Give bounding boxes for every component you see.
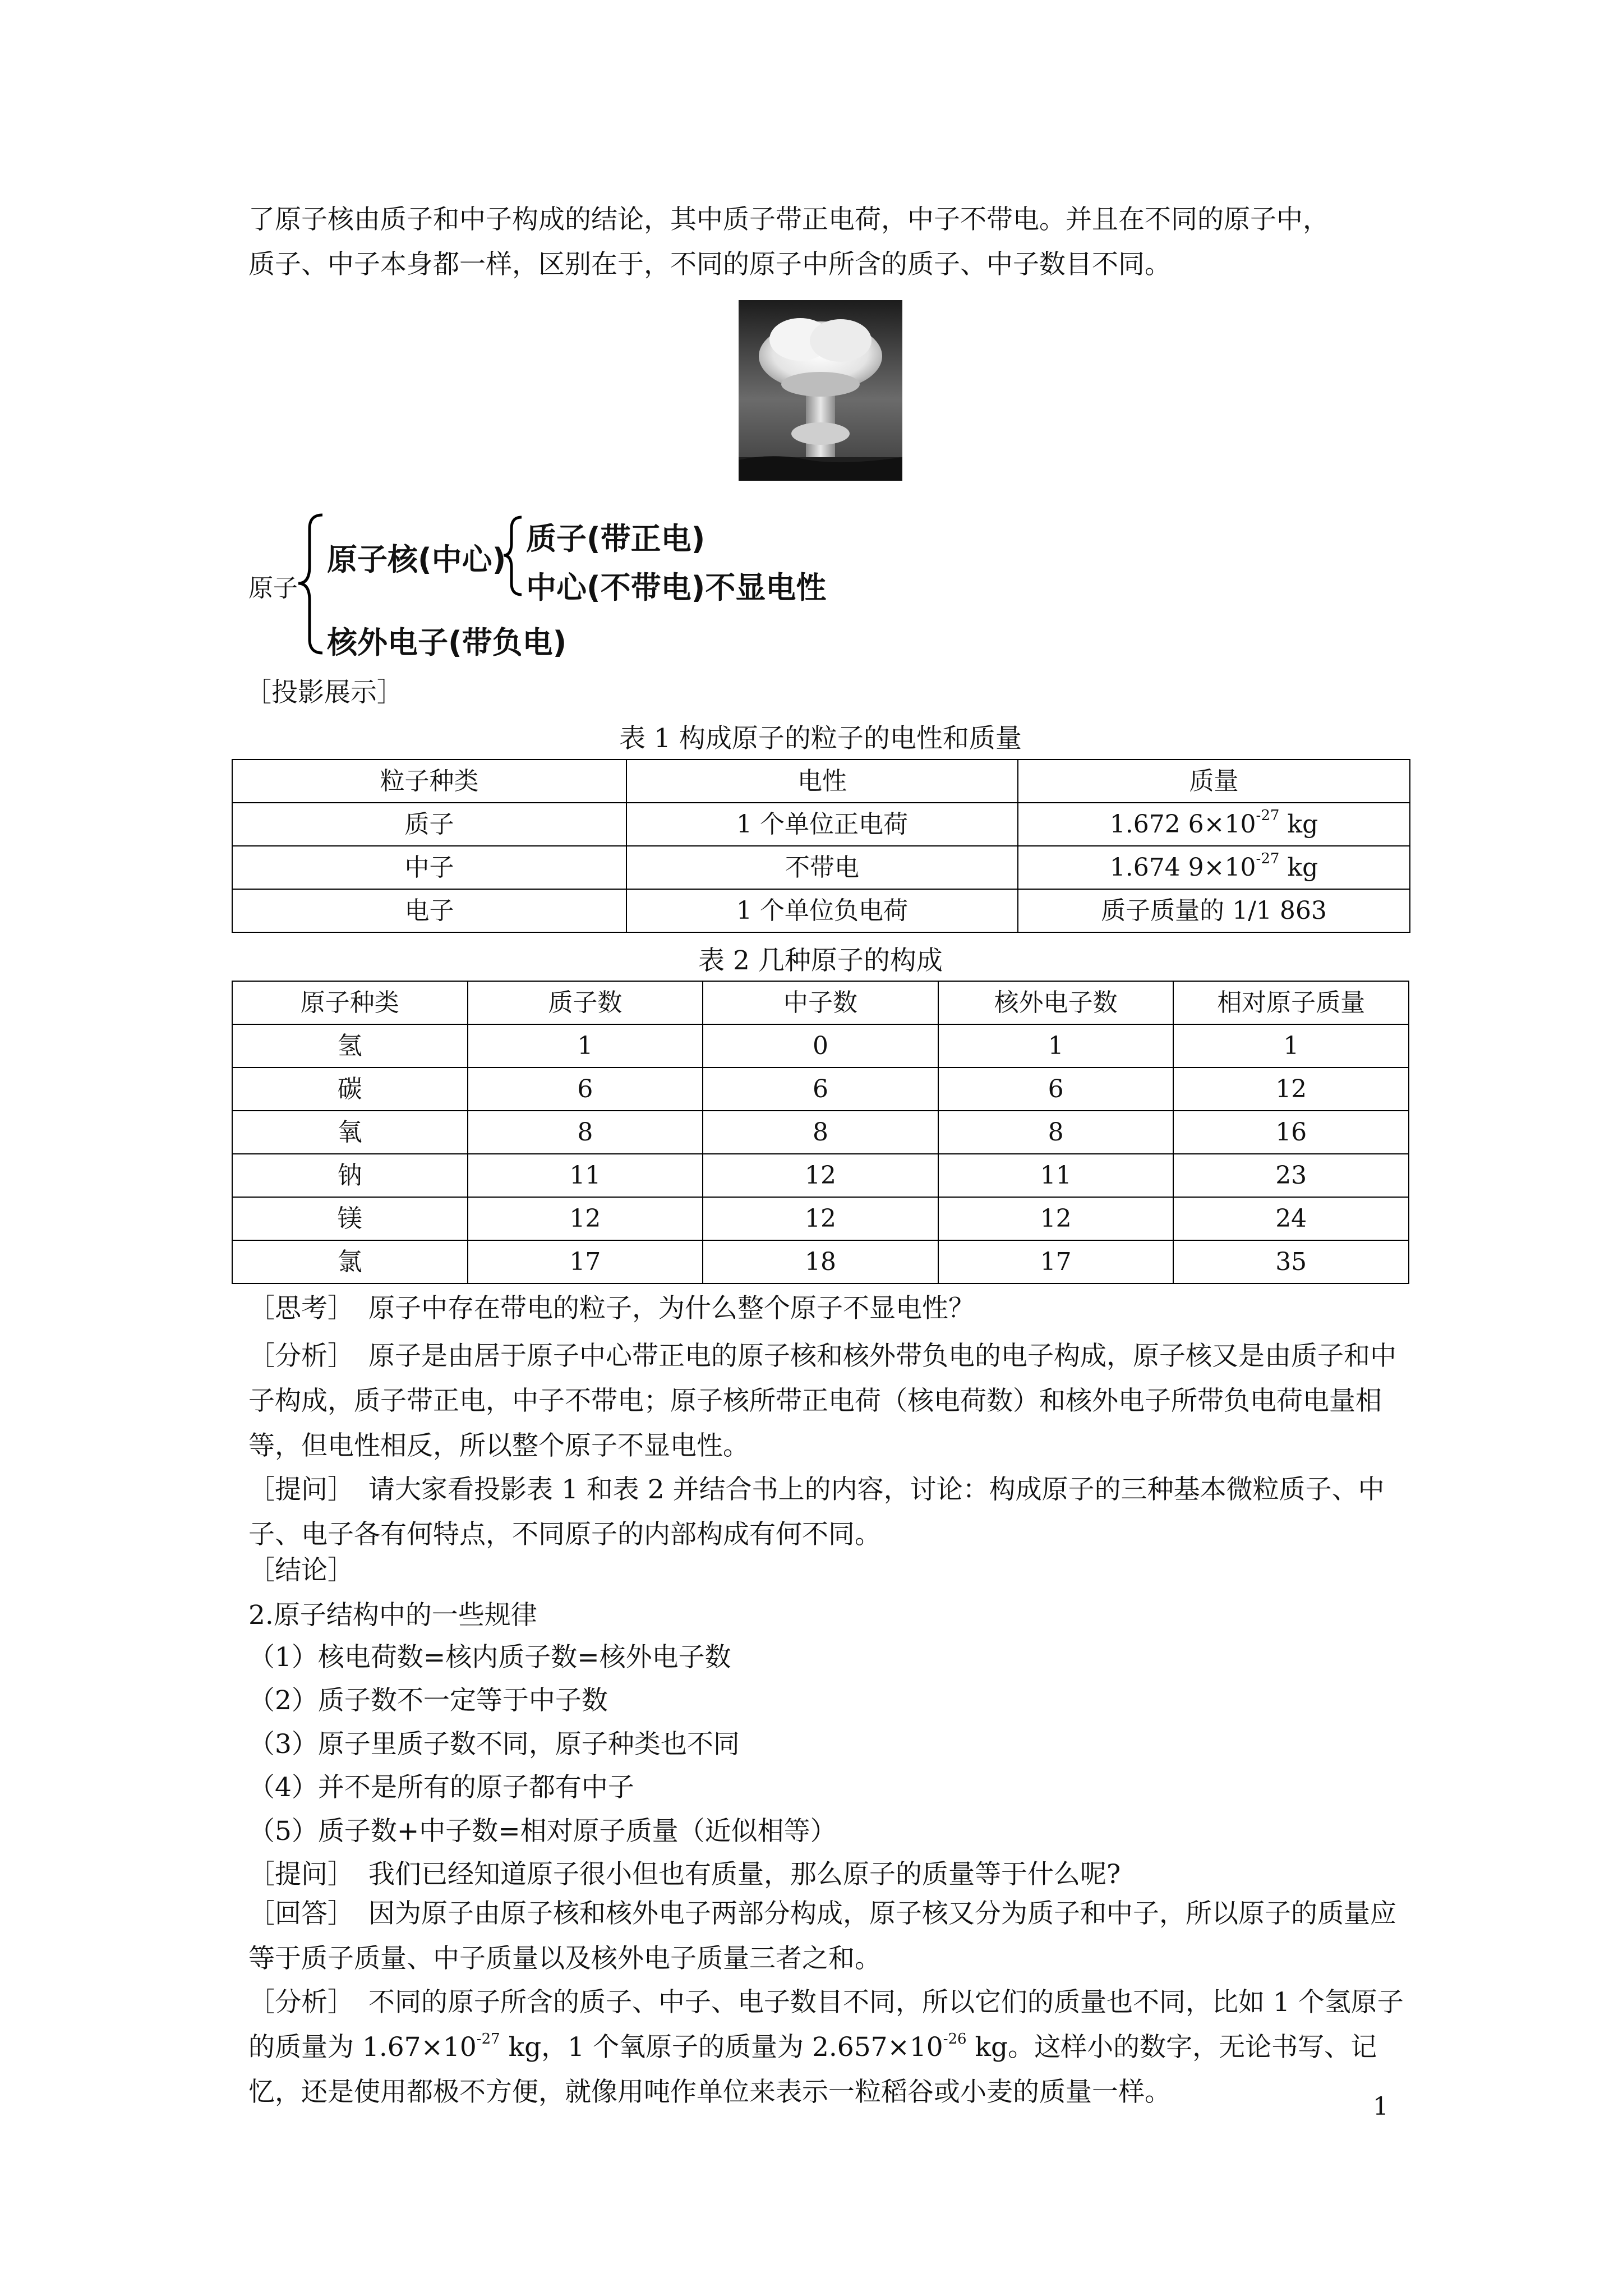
table-cell: 17: [468, 1240, 703, 1283]
table-row: [232, 1024, 1409, 1068]
mass-exponent: -27: [1256, 850, 1280, 867]
table1: [232, 759, 1410, 933]
rule-item: （1）核电荷数=核内质子数=核外电子数: [248, 1642, 731, 1673]
table-cell: 8: [468, 1111, 703, 1154]
conclusion-tag: ［结论］: [248, 1555, 354, 1586]
table-cell: 6: [703, 1068, 938, 1111]
table2: [232, 981, 1409, 1284]
table-cell: 1 个单位负电荷: [626, 889, 1018, 932]
page-number: 1: [1373, 2092, 1389, 2121]
table-cell: 质子: [232, 803, 626, 846]
table-cell: 17: [938, 1240, 1174, 1283]
table-cell: 镁: [232, 1197, 468, 1240]
table-cell: 12: [468, 1197, 703, 1240]
rule-item: （4）并不是所有的原子都有中子: [248, 1772, 634, 1803]
table-cell: 6: [938, 1068, 1174, 1111]
table-cell: 质子质量的 1/1 863: [1018, 889, 1410, 932]
analysis1-paragraph: [248, 1334, 1409, 1469]
question2-text: 我们已经知道原子很小但也有质量，那么原子的质量等于什么呢?: [368, 1859, 1121, 1890]
table-cell: 11: [468, 1154, 703, 1197]
table1-header-particle: 粒子种类: [232, 760, 626, 803]
table-cell: 电子: [232, 889, 626, 932]
diagram-proton: 质子(带正电): [526, 521, 706, 556]
table-cell: 1: [1173, 1024, 1409, 1068]
question1-text: 请大家看投影表 1 和表 2 并结合书上的内容，讨论：构成原子的三种基本微粒质子、中子、电子各有何特点，不同原子的内部构成有何不同。: [248, 1474, 1385, 1550]
table-cell: [1018, 803, 1410, 846]
table-row: [232, 1111, 1409, 1154]
diagram-neutron: 中心(不带电)不显电性: [526, 570, 827, 605]
diagram-electron: 核外电子(带负电): [327, 625, 567, 660]
table2-caption: 表 2 几种原子的构成: [698, 945, 943, 976]
table-cell: 1 个单位正电荷: [626, 803, 1018, 846]
table2-header-cell: 核外电子数: [938, 981, 1174, 1024]
table-cell: 16: [1173, 1111, 1409, 1154]
intro-line-2: 质子、中子本身都一样，区别在于，不同的原子中所含的质子、中子数目不同。: [248, 249, 1171, 280]
table-cell: [1018, 846, 1410, 889]
diagram-nucleus: 原子核(中心): [327, 542, 506, 577]
answer-paragraph: [248, 1892, 1409, 1981]
table-cell: 8: [703, 1111, 938, 1154]
rule-item: （2）质子数不一定等于中子数: [248, 1685, 608, 1716]
question2-line: [248, 1858, 1121, 1892]
mass-exponent: -27: [1256, 807, 1280, 824]
table-cell: 碳: [232, 1068, 468, 1111]
table1-header-charge: 电性: [626, 760, 1018, 803]
table2-header-cell: 中子数: [703, 981, 938, 1024]
analysis2-exponent-2: -26: [943, 2031, 967, 2047]
intro-paragraph: [248, 197, 1409, 287]
table1-caption: 表 1 构成原子的粒子的电性和质量: [619, 723, 1022, 754]
question2-tag: ［提问］: [248, 1859, 354, 1890]
table-cell: 12: [703, 1154, 938, 1197]
analysis2-tag: ［分析］: [248, 1987, 354, 2018]
rules-title: 2.原子结构中的一些规律: [248, 1600, 537, 1631]
analysis1-text: 原子是由居于原子中心带正电的原子核和核外带负电的电子构成，原子核又是由质子和中子构成，质子带正电，中子不带电；原子核所带正电荷（核电荷数）和核外电子所带负电荷电量相等，但电性相反，所以整个原子不显电性。: [248, 1341, 1396, 1461]
table-cell: 12: [938, 1197, 1174, 1240]
mass-base: 1.672 6×10: [1109, 810, 1256, 839]
think-tag: ［思考］: [248, 1293, 354, 1324]
table-cell: 氧: [232, 1111, 468, 1154]
table-cell: 中子: [232, 846, 626, 889]
table-row: [232, 1154, 1409, 1197]
table-cell: 18: [703, 1240, 938, 1283]
table-row: [232, 1068, 1409, 1111]
rule-item: （5）质子数+中子数=相对原子质量（近似相等）: [248, 1816, 837, 1847]
table-cell: 0: [703, 1024, 938, 1068]
analysis2-text-1: 不同的原子所含的质子、中子、电子数目不同，所以它们的质量也不同，比如 1 个氢原子的质量为 1.67×10: [248, 1987, 1404, 2063]
table1-header-mass: 质量: [1018, 760, 1410, 803]
table-cell: 24: [1173, 1197, 1409, 1240]
think-text: 原子中存在带电的粒子，为什么整个原子不显电性？: [368, 1293, 975, 1324]
table-row: [232, 1240, 1409, 1283]
question1-paragraph: [248, 1467, 1409, 1557]
table-cell: 35: [1173, 1240, 1409, 1283]
table-cell: 12: [703, 1197, 938, 1240]
think-paragraph: [248, 1289, 1409, 1328]
answer-text: 因为原子由原子核和核外电子两部分构成，原子核又分为质子和中子，所以原子的质量应等于质子质量、中子质量以及核外电子质量三者之和。: [248, 1898, 1396, 1974]
table-cell: 12: [1173, 1068, 1409, 1111]
table-row: [232, 1197, 1409, 1240]
rule-item: （3）原子里质子数不同，原子种类也不同: [248, 1729, 740, 1760]
mass-base: 1.674 9×10: [1109, 853, 1256, 882]
table2-header-cell: 相对原子质量: [1173, 981, 1409, 1024]
table2-header-row: [232, 981, 1409, 1024]
table2-header-cell: 质子数: [468, 981, 703, 1024]
table-cell: 8: [938, 1111, 1174, 1154]
analysis2-text-2: kg，1 个氧原子的质量为 2.657×10: [500, 2032, 943, 2063]
analysis2-paragraph: [248, 1980, 1409, 2115]
table-cell: 1: [468, 1024, 703, 1068]
intro-line-1: 了原子核由质子和中子构成的结论，其中质子带正电荷，中子不带电。并且在不同的原子中，: [248, 204, 1329, 235]
table1-header-row: [232, 760, 1410, 803]
table-cell: 氯: [232, 1240, 468, 1283]
mushroom-cloud-image: [739, 300, 902, 481]
table-cell: 不带电: [626, 846, 1018, 889]
table-cell: 1: [938, 1024, 1174, 1068]
analysis2-text-3: kg。这样小的数字，无论书写、记忆，还是使用都极不方便，就像用吨作单位来表示一粒稻谷或小麦的质量一样。: [248, 2032, 1377, 2108]
projection-tag: ［投影展示］: [245, 677, 403, 708]
diagram-root-atom: 原子: [248, 574, 298, 602]
table-row: [232, 846, 1410, 889]
table-cell: 11: [938, 1154, 1174, 1197]
analysis2-exponent-1: -27: [476, 2031, 500, 2047]
table-cell: 6: [468, 1068, 703, 1111]
question1-tag: ［提问］: [248, 1474, 354, 1505]
table-row: [232, 803, 1410, 846]
table-row: [232, 889, 1410, 932]
analysis1-tag: ［分析］: [248, 1341, 354, 1372]
table-cell: 钠: [232, 1154, 468, 1197]
mass-unit: kg: [1279, 810, 1318, 839]
mass-unit: kg: [1279, 853, 1318, 882]
table-cell: 氢: [232, 1024, 468, 1068]
table2-header-cell: 原子种类: [232, 981, 468, 1024]
answer-tag: ［回答］: [248, 1898, 354, 1929]
table-cell: 23: [1173, 1154, 1409, 1197]
